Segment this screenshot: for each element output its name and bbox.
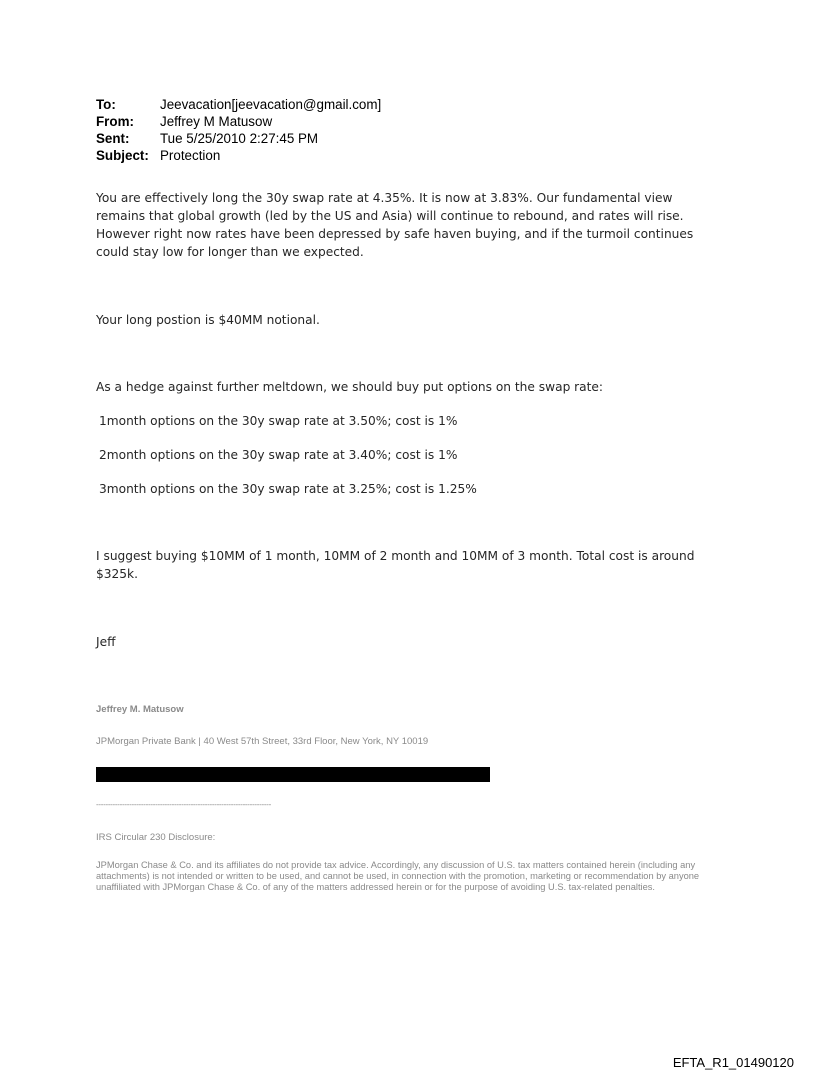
sent-value: Tue 5/25/2010 2:27:45 PM xyxy=(160,131,319,146)
to-label: To: xyxy=(96,97,116,112)
to-value: Jeevacation[jeevacation@gmail.com] xyxy=(160,97,382,112)
sent-row xyxy=(96,130,381,147)
subject-row xyxy=(96,147,381,164)
body-paragraph-2: Your long postion is $40MM notional. xyxy=(96,313,320,327)
from-label: From: xyxy=(96,114,134,129)
disclosure-text: JPMorgan Chase & Co. and its affiliates do not provide tax advice. Accordingly, any discussion of U.S. tax matters contained herein (including any attachments) is not intended or written to be used, and cannot be used, in connection with the promotion, marketing or recommendation by anyone unaffiliated with JPMorgan Chase & Co. of any of the matters addressed herein or for the purpose of avoiding U.S. tax-related penalties. xyxy=(96,860,700,892)
redaction-bar xyxy=(96,767,490,782)
body-paragraph-1: You are effectively long the 30y swap rate at 4.35%. It is now at 3.83%. Our fundamental view remains that global growth (led by the US and Asia) will continue to rebound, and rates will rise. However right now rates have been depressed by safe haven buying, and if the turmoil continues could stay low for longer than we expected. xyxy=(96,191,694,259)
option-item-2: 2month options on the 30y swap rate at 3.40%; cost is 1% xyxy=(99,448,458,462)
signature-address: JPMorgan Private Bank | 40 West 57th Street, 33rd Floor, New York, NY 10019 xyxy=(96,736,429,747)
closing-signoff: Jeff xyxy=(96,635,116,649)
body-paragraph-3: As a hedge against further meltdown, we should buy put options on the swap rate: xyxy=(96,380,604,394)
body-paragraph-4: I suggest buying $10MM of 1 month, 10MM of 2 month and 10MM of 3 month. Total cost is around $325k. xyxy=(96,549,695,581)
separator-line: -------------------------------------------------------------------------- xyxy=(96,800,271,809)
signature-name: Jeffrey M. Matusow xyxy=(96,704,184,715)
from-row xyxy=(96,113,381,130)
option-item-1: 1month options on the 30y swap rate at 3.50%; cost is 1% xyxy=(99,414,458,428)
disclosure-title: IRS Circular 230 Disclosure: xyxy=(96,832,216,843)
from-value: Jeffrey M Matusow xyxy=(160,114,273,129)
subject-label: Subject: xyxy=(96,148,149,163)
subject-value: Protection xyxy=(160,148,221,163)
sent-label: Sent: xyxy=(96,131,130,146)
email-header xyxy=(96,96,381,164)
document-id: EFTA_R1_01490120 xyxy=(672,1055,794,1070)
to-row xyxy=(96,96,381,113)
option-item-3: 3month options on the 30y swap rate at 3.25%; cost is 1.25% xyxy=(99,482,477,496)
